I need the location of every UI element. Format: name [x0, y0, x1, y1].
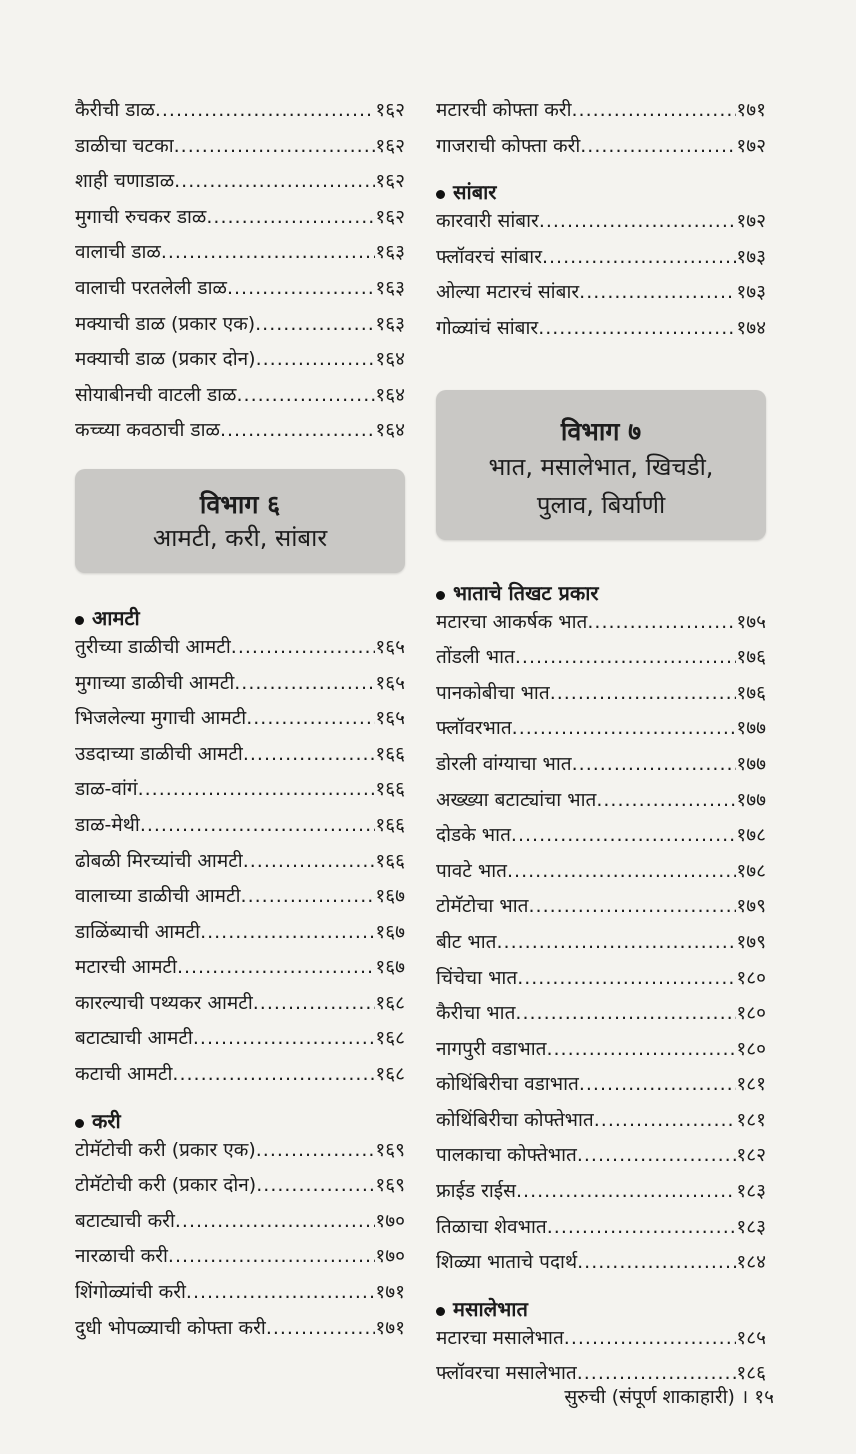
- entry-list: [75, 1136, 405, 1350]
- toc-entry: [75, 274, 405, 310]
- entry-page-number: १७१: [736, 99, 766, 121]
- dot-leader: [512, 717, 737, 739]
- bullet-icon: [436, 591, 445, 600]
- entry-page-number: १७२: [736, 134, 766, 157]
- toc-entry: [75, 345, 405, 381]
- entry-title: फ्राईड राईस: [436, 1180, 516, 1203]
- section-heading: विभाग ७: [560, 416, 642, 446]
- entry-title: टोमॅटोची करी (प्रकार एक): [75, 1138, 256, 1161]
- entry-page-number: १७३: [736, 245, 766, 268]
- entry-page-number: १७४: [736, 316, 766, 339]
- entry-title: उडदाच्या डाळीची आमटी: [75, 742, 243, 765]
- subsection-heading-sambar: [436, 167, 766, 207]
- dot-leader: [579, 281, 736, 303]
- entry-title: अख्ख्या बटाट्यांचा भात: [436, 788, 597, 811]
- entry-page-number: १६५: [375, 635, 405, 658]
- section-heading: विभाग ६: [199, 489, 281, 519]
- dot-leader: [231, 636, 376, 658]
- bullet-icon: [436, 1307, 445, 1316]
- toc-entry: [75, 1207, 405, 1243]
- entry-page-number: १६९: [375, 1138, 405, 1161]
- dot-leader: [564, 1327, 737, 1349]
- entry-page-number: १६६: [375, 778, 405, 801]
- entry-title: पावटे भात: [436, 859, 508, 882]
- toc-entry: [436, 643, 766, 679]
- toc-entry: [75, 381, 405, 417]
- toc-entry: [75, 1024, 405, 1060]
- dot-leader: [579, 1073, 737, 1095]
- toc-entry: [75, 1242, 405, 1278]
- toc-entry: [75, 1136, 405, 1172]
- entry-title: कच्च्या कवठाची डाळ: [75, 419, 220, 442]
- entry-page-number: १८४: [736, 1251, 766, 1274]
- entry-title: तोंडली भात: [436, 646, 515, 669]
- entry-page-number: १७२: [736, 210, 766, 233]
- entry-title: तिळाचा शेवभात: [436, 1215, 547, 1238]
- dot-leader: [577, 1144, 737, 1166]
- dot-leader: [266, 1317, 376, 1339]
- entry-title: कारल्याची पथ्यकर आमटी: [75, 991, 253, 1014]
- dot-leader: [256, 1174, 375, 1196]
- entry-title: तुरीच्या डाळीची आमटी: [75, 635, 231, 658]
- entry-title: कोथिंबिरीचा कोफ्तेभात: [436, 1108, 594, 1131]
- entry-page-number: १८२: [736, 1144, 766, 1167]
- toc-entry: [436, 714, 766, 750]
- dot-leader: [539, 210, 737, 232]
- entry-title: नारळाची करी: [75, 1245, 168, 1268]
- toc-entry: [75, 1171, 405, 1207]
- entry-title: मटारची आमटी: [75, 956, 177, 979]
- entry-page-number: १६९: [375, 1174, 405, 1197]
- entry-title: डाळिंब्याची आमटी: [75, 920, 201, 943]
- toc-entry: [436, 821, 766, 857]
- dot-leader: [177, 956, 375, 978]
- entry-page-number: १६५: [375, 707, 405, 730]
- toc-entry: [75, 310, 405, 346]
- toc-entry: [75, 669, 405, 705]
- entry-title: कोथिंबिरीचा वडाभात: [436, 1073, 579, 1096]
- toc-entry: [436, 1177, 766, 1213]
- entry-title: मुगाच्या डाळीची आमटी: [75, 671, 235, 694]
- entry-title: ढोबळी मिरच्यांची आमटी: [75, 849, 243, 872]
- left-column: [75, 96, 405, 1349]
- entry-list: [75, 633, 405, 1096]
- entry-title: डाळीचा चटका: [75, 134, 174, 157]
- entry-page-number: १६७: [375, 956, 405, 979]
- entry-page-number: १६२: [375, 134, 405, 157]
- entry-page-number: १६८: [375, 1027, 405, 1050]
- entry-title: पानकोबीचा भात: [436, 681, 550, 704]
- dot-leader: [542, 246, 736, 268]
- toc-entry: [75, 1060, 405, 1096]
- dot-leader: [538, 317, 736, 339]
- entry-title: फ्लॉवरचा मसालेभात: [436, 1362, 577, 1385]
- toc-entry: [436, 314, 766, 350]
- entry-title: वालाच्या डाळीची आमटी: [75, 885, 241, 908]
- subsection-heading-label: मसालेभात: [453, 1296, 528, 1321]
- dot-leader: [243, 743, 376, 765]
- entry-title: शिळ्या भाताचे पदार्थ: [436, 1251, 578, 1274]
- entry-list: [436, 207, 766, 349]
- entry-page-number: १७६: [736, 646, 766, 669]
- entry-page-number: १६३: [375, 276, 405, 299]
- dot-leader: [172, 1063, 375, 1085]
- entry-page-number: १६२: [375, 99, 405, 121]
- toc-entry: [75, 989, 405, 1025]
- dot-leader: [220, 419, 375, 441]
- entry-title: नागपुरी वडाभात: [436, 1037, 547, 1060]
- entry-page-number: १६८: [375, 991, 405, 1014]
- toc-entry: [75, 953, 405, 989]
- entry-title: मटारचा मसालेभात: [436, 1326, 564, 1349]
- entry-title: मक्याची डाळ (प्रकार दोन): [75, 348, 256, 371]
- entry-page-number: १७३: [736, 281, 766, 304]
- entry-list: [436, 96, 766, 167]
- subsection-heading-label: सांबार: [453, 180, 497, 205]
- dot-leader: [243, 850, 376, 872]
- entry-page-number: १७६: [736, 681, 766, 704]
- dot-leader: [587, 611, 736, 633]
- entry-page-number: १८१: [736, 1108, 766, 1131]
- entry-title: बटाट्याची आमटी: [75, 1027, 193, 1050]
- entry-title: शिंगोळ्यांची करी: [75, 1281, 186, 1304]
- entry-page-number: १८५: [736, 1326, 766, 1349]
- toc-entry: [436, 132, 766, 168]
- entry-page-number: १७७: [736, 717, 766, 740]
- toc-entry: [436, 96, 766, 132]
- dot-leader: [497, 931, 737, 953]
- entry-page-number: १७०: [375, 1209, 405, 1232]
- entry-page-number: १६६: [375, 742, 405, 765]
- entry-page-number: १६७: [375, 920, 405, 943]
- entry-title: ओल्या मटारचं सांबार: [436, 281, 580, 304]
- entry-page-number: १६६: [375, 849, 405, 872]
- entry-title: शाही चणाडाळ: [75, 170, 175, 193]
- entry-title: दोडके भात: [436, 824, 511, 847]
- toc-entry: [436, 750, 766, 786]
- entry-page-number: १७८: [736, 824, 766, 847]
- entry-page-number: १७०: [375, 1245, 405, 1268]
- entry-page-number: १८६: [736, 1362, 766, 1385]
- entry-title: कैरीचा भात: [436, 1002, 516, 1025]
- subsection-heading-label: भाताचे तिखट प्रकार: [453, 580, 599, 605]
- dot-leader: [256, 348, 376, 370]
- page-footer: सुरुची (संपूर्ण शाकाहारी) । १५: [564, 1386, 774, 1408]
- entry-title: कटाची आमटी: [75, 1063, 173, 1086]
- dot-leader: [175, 1210, 375, 1232]
- entry-title: चिंचेचा भात: [436, 966, 518, 989]
- entry-title: बटाट्याची करी: [75, 1209, 175, 1232]
- dot-leader: [546, 1038, 736, 1060]
- entry-page-number: १७८: [736, 859, 766, 882]
- entry-page-number: १७९: [736, 930, 766, 953]
- entry-page-number: १८१: [736, 1073, 766, 1096]
- entry-page-number: १७१: [375, 1281, 405, 1304]
- toc-entry: [75, 416, 405, 452]
- toc-entry: [75, 1278, 405, 1314]
- entry-title: मक्याची डाळ (प्रकार एक): [75, 312, 256, 335]
- toc-entry: [75, 96, 405, 132]
- entry-page-number: १८०: [736, 1002, 766, 1025]
- entry-page-number: १७७: [736, 788, 766, 811]
- section-subtitle-line1: भात, मसालेभात, खिचडी,: [488, 452, 714, 481]
- dot-leader: [174, 170, 375, 192]
- toc-entry: [436, 1070, 766, 1106]
- entry-page-number: १६६: [375, 813, 405, 836]
- dot-leader: [507, 860, 736, 882]
- entry-list: [75, 96, 405, 452]
- entry-title: दुधी भोपळ्याची कोफ्ता करी: [75, 1316, 266, 1339]
- toc-entry: [436, 243, 766, 279]
- bullet-icon: [75, 616, 84, 625]
- entry-page-number: १६५: [375, 671, 405, 694]
- dot-leader: [193, 1027, 376, 1049]
- entry-title: फ्लॉवरचं सांबार: [436, 245, 542, 268]
- dot-leader: [511, 824, 736, 846]
- toc-entry: [436, 1141, 766, 1177]
- dot-leader: [529, 895, 737, 917]
- dot-leader: [138, 778, 376, 800]
- dot-leader: [550, 682, 737, 704]
- dot-leader: [572, 99, 737, 121]
- dot-leader: [577, 1251, 736, 1273]
- toc-entry: [75, 918, 405, 954]
- entry-title: मटारची कोफ्ता करी: [436, 99, 572, 121]
- dot-leader: [572, 753, 737, 775]
- section-subtitle: आमटी, करी, सांबार: [152, 523, 328, 552]
- toc-entry: [75, 238, 405, 274]
- entry-page-number: १८०: [736, 1037, 766, 1060]
- entry-title: सोयाबीनची वाटली डाळ: [75, 383, 237, 406]
- section-subtitle-line2: पुलाव, बिर्याणी: [536, 490, 666, 519]
- subsection-heading-label: करी: [92, 1108, 121, 1133]
- dot-leader: [596, 789, 736, 811]
- dot-leader: [200, 921, 375, 943]
- toc-entry: [75, 633, 405, 669]
- toc-entry: [75, 775, 405, 811]
- entry-title: पालकाचा कोफ्तेभात: [436, 1144, 577, 1167]
- right-column: [436, 96, 766, 1395]
- entry-page-number: १७५: [736, 610, 766, 633]
- dot-leader: [577, 1362, 737, 1384]
- entry-page-number: १६२: [375, 170, 405, 193]
- dot-leader: [516, 1180, 736, 1202]
- entry-page-number: १६३: [375, 241, 405, 264]
- entry-title: मटारचा आकर्षक भात: [436, 610, 588, 633]
- toc-entry: [436, 786, 766, 822]
- entry-page-number: १८३: [736, 1215, 766, 1238]
- toc-entry: [436, 1213, 766, 1249]
- dot-leader: [155, 99, 376, 121]
- entry-page-number: १६४: [375, 383, 405, 406]
- toc-entry: [436, 278, 766, 314]
- entry-page-number: १७९: [736, 895, 766, 918]
- entry-title: डाळ-मेथी: [75, 813, 140, 836]
- entry-title: भिजलेल्या मुगाची आमटी: [75, 707, 247, 730]
- toc-entry: [75, 167, 405, 203]
- dot-leader: [515, 646, 736, 668]
- entry-list: [436, 608, 766, 1284]
- dot-leader: [256, 1139, 376, 1161]
- entry-title: वालाची डाळ: [75, 241, 161, 264]
- entry-page-number: १६४: [375, 419, 405, 442]
- dot-leader: [234, 672, 375, 694]
- subsection-heading-masalebhat: [436, 1284, 766, 1324]
- dot-leader: [241, 885, 376, 907]
- toc-entry: [436, 857, 766, 893]
- entry-title: टोमॅटोचा भात: [436, 895, 529, 918]
- entry-title: फ्लॉवरभात: [436, 717, 512, 740]
- dot-leader: [227, 277, 375, 299]
- dot-leader: [186, 1281, 375, 1303]
- entry-page-number: १६२: [375, 205, 405, 228]
- entry-page-number: १६३: [375, 312, 405, 335]
- dot-leader: [515, 1002, 736, 1024]
- entry-title: गोळ्यांचं सांबार: [436, 316, 539, 339]
- entry-page-number: १८३: [736, 1180, 766, 1203]
- toc-entry: [75, 704, 405, 740]
- entry-page-number: १६४: [375, 348, 405, 371]
- toc-entry: [75, 811, 405, 847]
- toc-entry: [436, 999, 766, 1035]
- dot-leader: [547, 1216, 737, 1238]
- toc-entry: [436, 1106, 766, 1142]
- dot-leader: [580, 135, 736, 157]
- dot-leader: [168, 1245, 375, 1267]
- toc-entry: [436, 1248, 766, 1284]
- dot-leader: [174, 135, 376, 157]
- dot-leader: [206, 206, 375, 228]
- toc-entry: [75, 882, 405, 918]
- toc-entry: [436, 207, 766, 243]
- dot-leader: [517, 967, 736, 989]
- subsection-heading-kari: [75, 1096, 405, 1136]
- toc-entry: [436, 608, 766, 644]
- bullet-icon: [75, 1119, 84, 1128]
- entry-page-number: १६७: [375, 885, 405, 908]
- entry-title: बीट भात: [436, 930, 497, 953]
- toc-entry: [436, 928, 766, 964]
- entry-title: गाजराची कोफ्ता करी: [436, 134, 581, 157]
- toc-entry: [436, 1324, 766, 1360]
- toc-entry: [436, 964, 766, 1000]
- entry-page-number: १६८: [375, 1063, 405, 1086]
- toc-entry: [75, 1314, 405, 1350]
- entry-page-number: १८०: [736, 966, 766, 989]
- entry-title: मुगाची रुचकर डाळ: [75, 205, 207, 228]
- dot-leader: [255, 313, 375, 335]
- dot-leader: [246, 707, 375, 729]
- toc-entry: [75, 132, 405, 168]
- entry-title: टोमॅटोची करी (प्रकार दोन): [75, 1174, 257, 1197]
- toc-entry: [75, 740, 405, 776]
- entry-page-number: १७१: [375, 1316, 405, 1339]
- section-6-box: [75, 469, 405, 573]
- entry-title: डोरली वांग्याचा भात: [436, 752, 572, 775]
- entry-title: कारवारी सांबार: [436, 210, 539, 233]
- section-7-box: [436, 390, 766, 540]
- toc-entry: [75, 203, 405, 239]
- toc-entry: [436, 1035, 766, 1071]
- dot-leader: [236, 384, 375, 406]
- toc-entry: [436, 679, 766, 715]
- dot-leader: [140, 814, 376, 836]
- toc-entry: [75, 847, 405, 883]
- dot-leader: [161, 241, 376, 263]
- toc-entry: [436, 892, 766, 928]
- subsection-heading-amti: [75, 593, 405, 633]
- dot-leader: [594, 1109, 737, 1131]
- subsection-heading-label: आमटी: [92, 605, 140, 630]
- entry-page-number: १७७: [736, 752, 766, 775]
- entry-title: डाळ-वांगं: [75, 778, 138, 801]
- subsection-heading-bhat: [436, 568, 766, 608]
- entry-title: वालाची परतलेली डाळ: [75, 276, 227, 299]
- bullet-icon: [436, 190, 445, 199]
- entry-title: कैरीची डाळ: [75, 99, 155, 121]
- dot-leader: [253, 992, 376, 1014]
